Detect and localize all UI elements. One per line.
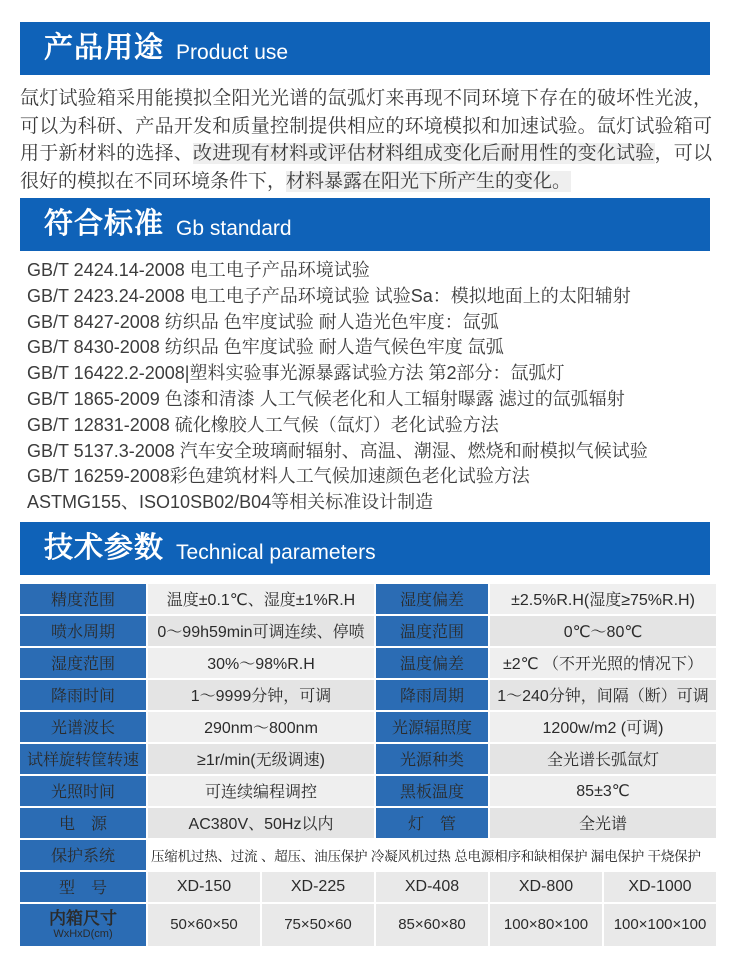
size-label-main: 内箱尺寸	[49, 908, 117, 928]
param-value: ≥1r/min(无级调速)	[148, 744, 374, 774]
gb-standard-banner	[20, 198, 710, 251]
tech-params-title-zh: 技术参数	[44, 531, 165, 564]
param-value: 30%～98%R.H	[148, 648, 374, 678]
param-label: 温度偏差	[376, 648, 488, 678]
param-label: 湿度范围	[20, 648, 146, 678]
size-value: 85×60×80	[376, 904, 488, 946]
param-value: 1200w/m2 (可调)	[490, 712, 716, 742]
intro-text-2: ，可以很好的模拟在不同环境条件下，	[20, 143, 712, 192]
size-label-sub: WxHxD(cm)	[53, 927, 113, 940]
param-label: 光照时间	[20, 776, 146, 806]
param-label: 光源种类	[376, 744, 488, 774]
product-use-title-en: Product use	[176, 41, 289, 64]
table-row	[20, 808, 716, 838]
model-value: XD-150	[148, 872, 260, 902]
product-use-title-zh: 产品用途	[44, 32, 165, 64]
size-value: 100×80×100	[490, 904, 602, 946]
tech-params-table	[18, 582, 718, 948]
param-label: 降雨时间	[20, 680, 146, 710]
size-value: 100×100×100	[604, 904, 716, 946]
param-value: 温度±0.1℃、湿度±1%R.H	[148, 584, 374, 614]
param-value: 85±3℃	[490, 776, 716, 806]
param-label: 试样旋转筐转速	[20, 744, 146, 774]
standard-item: GB/T 8430-2008 纺织品 色牢度试验 耐人造气候色牢度 氙弧	[27, 337, 504, 358]
table-row	[20, 616, 716, 646]
product-use-banner	[20, 22, 710, 75]
standard-item: GB/T 1865-2009 色漆和清漆 人工气候老化和人工辐射曝露 滤过的氙弧辐射	[27, 388, 625, 409]
param-value: 可连续编程调控	[148, 776, 374, 806]
param-label: 电 源	[20, 808, 146, 838]
gb-standard-title-zh: 符合标准	[44, 208, 165, 240]
param-value: AC380V、50Hz以内	[148, 808, 374, 838]
standard-item: GB/T 2423.24-2008 电工电子产品环境试验 试验Sa：模拟地面上的太阳辅射	[27, 285, 631, 306]
table-row	[20, 680, 716, 710]
model-value: XD-225	[262, 872, 374, 902]
table-row-model	[20, 872, 716, 902]
tech-params-banner	[20, 522, 710, 575]
table-row	[20, 712, 716, 742]
standard-item: GB/T 16259-2008彩色建筑材料人工气候加速颜色老化试验方法	[27, 466, 530, 487]
param-label: 型 号	[20, 872, 146, 902]
product-use-paragraph	[20, 85, 712, 195]
param-value: ±2℃ （不开光照的情况下）	[490, 648, 716, 678]
tech-params-title-en: Technical parameters	[176, 540, 376, 564]
table-row	[20, 584, 716, 614]
intro-text-highlight-1: 改进现有材料或评估材料组成变化后耐用性的变化试验	[193, 143, 655, 164]
param-label: 温度范围	[376, 616, 488, 646]
standards-list	[0, 258, 730, 516]
param-label: 保护系统	[20, 840, 146, 870]
table-row-protection	[20, 840, 716, 870]
intro-text-highlight-2: 材料暴露在阳光下所产生的变化。	[286, 170, 572, 192]
standard-item: GB/T 2424.14-2008 电工电子产品环境试验	[27, 260, 370, 280]
table-row	[20, 776, 716, 806]
intro-text-1: 氙灯试验箱采用能摸拟全阳光光谱的氙弧灯来再现不同环境下存在的破坏性光波，可以为科研、产品开发和质量控制提供相应的环境模拟和加速试验。氙灯试验箱可用于新材料的选择、	[20, 88, 712, 164]
param-value: 0℃～80℃	[490, 616, 716, 646]
param-value: 全光谱	[490, 808, 716, 838]
gb-standard-title-en: Gb standard	[176, 217, 292, 240]
param-label	[20, 904, 146, 946]
standard-item: GB/T 8427-2008 纺织品 色牢度试验 耐人造光色牢度：氙弧	[27, 311, 499, 332]
standard-item: GB/T 12831-2008 硫化橡胶人工气候（氙灯）老化试验方法	[27, 414, 499, 435]
param-label: 湿度偏差	[376, 584, 488, 614]
param-label: 光谱波长	[20, 712, 146, 742]
param-value: 全光谱长弧氙灯	[490, 744, 716, 774]
size-value: 50×60×50	[148, 904, 260, 946]
standard-item: ASTMG155、ISO10SB02/B04等相关标准设计制造	[27, 492, 434, 513]
table-row	[20, 648, 716, 678]
param-label: 喷水周期	[20, 616, 146, 646]
size-value: 75×50×60	[262, 904, 374, 946]
model-value: XD-408	[376, 872, 488, 902]
model-value: XD-800	[490, 872, 602, 902]
param-label: 光源辐照度	[376, 712, 488, 742]
param-value: 1～240分钟，间隔（断）可调	[490, 680, 716, 710]
standard-item: GB/T 16422.2-2008|塑料实验事光源暴露试验方法 第2部分：氙弧灯	[27, 363, 565, 384]
model-value: XD-1000	[604, 872, 716, 902]
param-label: 降雨周期	[376, 680, 488, 710]
param-label: 黑板温度	[376, 776, 488, 806]
param-value: 0～99h59min可调连续、停喷	[148, 616, 374, 646]
param-value: ±2.5%R.H(湿度≥75%R.H)	[490, 584, 716, 614]
standard-item: GB/T 5137.3-2008 汽车安全玻璃耐辐射、高温、潮湿、燃烧和耐模拟气候试验	[27, 440, 648, 461]
table-row	[20, 744, 716, 774]
param-label: 灯 管	[376, 808, 488, 838]
param-label: 精度范围	[20, 584, 146, 614]
param-value: 290nm～800nm	[148, 712, 374, 742]
table-row-size	[20, 904, 716, 946]
param-value: 压缩机过热、过流 、超压、油压保护 冷凝风机过热 总电源相序和缺相保护 漏电保护 干烧保护	[148, 840, 716, 870]
param-value: 1～9999分钟，可调	[148, 680, 374, 710]
